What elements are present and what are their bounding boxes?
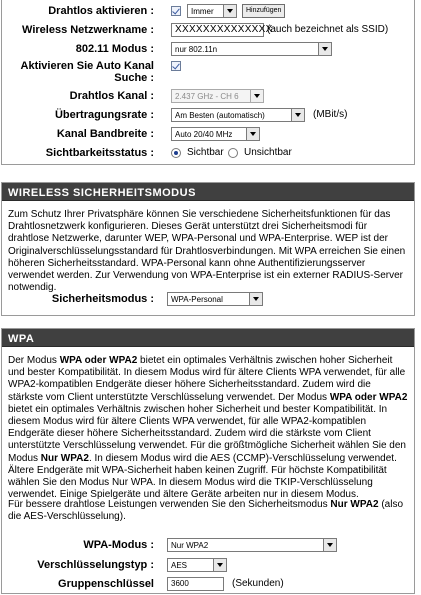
security-mode-select[interactable] [167, 292, 263, 306]
wpa-text: bietet ein optimales Verhältnis zwischen hoher Sicherheit und bester Kompatibilität. In diesem Modus wird für ältere Clients WPA verwendet, für alle WPA2-kompatiblen Endgeräte dieser höhere Sicherheitsstandard. Zudem wird die stärkste vom Client unterstützte Verschlüsselung verwendet. Für die größtmögliche Sicherheit wählen Sie den Modus [8, 403, 406, 464]
channel-select[interactable] [171, 89, 264, 103]
schedule-select[interactable] [187, 4, 237, 18]
bandwidth-value: Auto 20/40 MHz [175, 130, 233, 139]
channel-label: Drahtlos Kanal : [69, 90, 154, 102]
wpa-text: Für bessere drahtlose Leistungen verwenden Sie den Sicherheitsmodus [8, 499, 331, 510]
wpa-mode-select[interactable] [167, 538, 337, 552]
wpa-text-bold: Nur WPA2 [330, 499, 379, 510]
wpa-text-bold: WPA oder WPA2 [59, 355, 138, 366]
ssid-hint: (auch bezeichnet als SSID) [267, 24, 389, 35]
auto-channel-label-line1: Aktivieren Sie Auto Kanal [20, 60, 154, 72]
bandwidth-select[interactable] [171, 127, 260, 141]
wpa-text: Der Modus [8, 355, 60, 366]
wpa-text-bold: Nur WPA2 [40, 452, 89, 464]
cipher-value: AES [171, 561, 188, 570]
wpa-mode-label: WPA-Modus : [83, 539, 154, 551]
cipher-label: Verschlüsselungstyp : [37, 559, 154, 571]
security-description: Zum Schutz Ihrer Privatsphäre können Sie verschiedene Sicherheitsfunktionen für das Drahtlosnetzwerk konfigurieren. Dieses Gerät unterstützt drei Sicherheitsmodi für drahtlose Netzwerke, darunter WEP, WPA-Personal und WPA-Enterprise. WEP ist der Originalverschlüsselungsstandard für Drahtlosverbindungen. Mit WPA erreichen Sie einen höheren Sicherheitsstandard. WPA-Personal kann ohne Authentifizierungsserver verwendet werden. Zur Verwendung von WPA-Enterprise ist ein externer RADIUS-Server notwendig. [8, 209, 406, 294]
chevron-down-icon [213, 558, 227, 572]
wpa-header: WPA [2, 329, 414, 347]
channel-row [2, 88, 414, 108]
bandwidth-label: Kanal Bandbreite : [56, 128, 154, 140]
bandwidth-row [2, 126, 414, 146]
wpa-mode-row [2, 536, 414, 556]
group-key-row [2, 575, 414, 595]
visible-radio[interactable] [171, 148, 181, 158]
rate-row [2, 107, 414, 127]
chevron-down-icon [291, 108, 305, 122]
rate-select[interactable] [171, 108, 305, 122]
chevron-down-icon [249, 292, 263, 306]
security-mode-label: Sicherheitsmodus : [51, 293, 154, 305]
enable-wireless-row [2, 3, 414, 23]
wireless-settings-panel [1, 0, 415, 165]
ssid-row [2, 22, 414, 42]
enable-wireless-checkbox[interactable] [171, 6, 181, 16]
security-mode-header: WIRELESS SICHERHEITSMODUS [2, 183, 414, 201]
security-mode-row [2, 290, 414, 310]
visible-option-label: Sichtbar [187, 147, 224, 158]
auto-channel-label-line2: Suche : [114, 72, 154, 84]
chevron-down-icon [323, 538, 337, 552]
mode-label: 802.11 Modus : [75, 43, 154, 55]
schedule-value: Immer [191, 7, 214, 16]
chevron-down-icon [250, 89, 264, 103]
mode-select[interactable] [171, 42, 332, 56]
wpa-description [8, 355, 408, 501]
wpa-mode-value: Nur WPA2 [171, 541, 209, 550]
visibility-row [2, 145, 414, 165]
cipher-row [2, 556, 414, 576]
rate-label: Übertragungsrate : [54, 109, 154, 121]
chevron-down-icon [223, 4, 237, 18]
wpa-text: bietet ein optimales Verhältnis zwischen hoher Sicherheit und bester Kompatibilität. In diesem Modus wird für ältere Clients WPA verwendet, für alle WPA2-kompatiblen Endgeräte dieser höhere Sicherheitsstandard. Zudem wird die stärkste vom Client unterstützte Verschlüsselung verwendet. Der Modus [8, 355, 406, 403]
group-key-label: Gruppenschlüssel [58, 578, 154, 590]
enable-wireless-label: Drahtlos aktivieren : [48, 5, 154, 17]
wpa-text: (also die AES-Verschlüsselung). [8, 499, 404, 523]
ssid-label: Wireless Netzwerkname : [22, 24, 154, 36]
rate-value: Am Besten (automatisch) [175, 111, 265, 120]
mode-value: nur 802.11n [175, 45, 218, 54]
invisible-radio[interactable] [228, 148, 238, 158]
wpa-text: . In diesem Modus wird die AES (CCMP)-Verschlüsselung verwendet. Ältere Endgeräte mit WPA-Sicherheit haben keinen Zugriff. Für höchste Kompatibilität wählen Sie den Modus Nur WPA. In diesem Modus wird die TKIP-Verschlüsselung verwendet. Einige Spielgeräte und ältere Geräte arbeiten nur in diesem Modus. [8, 452, 397, 501]
ssid-value: XXXXXXXXXXXXXX [175, 24, 273, 35]
security-mode-panel [1, 182, 415, 316]
add-schedule-button[interactable]: Hinzufügen [242, 4, 285, 18]
mode-row [2, 41, 414, 61]
invisible-option-label: Unsichtbar [244, 147, 292, 158]
wpa-panel [1, 328, 415, 594]
cipher-select[interactable] [167, 558, 227, 572]
chevron-down-icon [318, 42, 332, 56]
security-mode-value: WPA-Personal [171, 295, 223, 304]
ssid-input[interactable] [171, 23, 273, 37]
chevron-down-icon [246, 127, 260, 141]
wpa-text-bold: WPA oder WPA2 [329, 391, 408, 403]
rate-unit: (MBit/s) [313, 109, 348, 120]
visibility-label: Sichtbarkeitsstatus : [45, 147, 154, 159]
auto-channel-row [2, 59, 414, 85]
channel-value: 2.437 GHz - CH 6 [175, 92, 239, 101]
group-key-unit: (Sekunden) [232, 578, 284, 589]
auto-channel-checkbox[interactable] [171, 61, 181, 71]
wpa-recommendation [8, 499, 408, 523]
group-key-value: 3600 [171, 579, 189, 588]
